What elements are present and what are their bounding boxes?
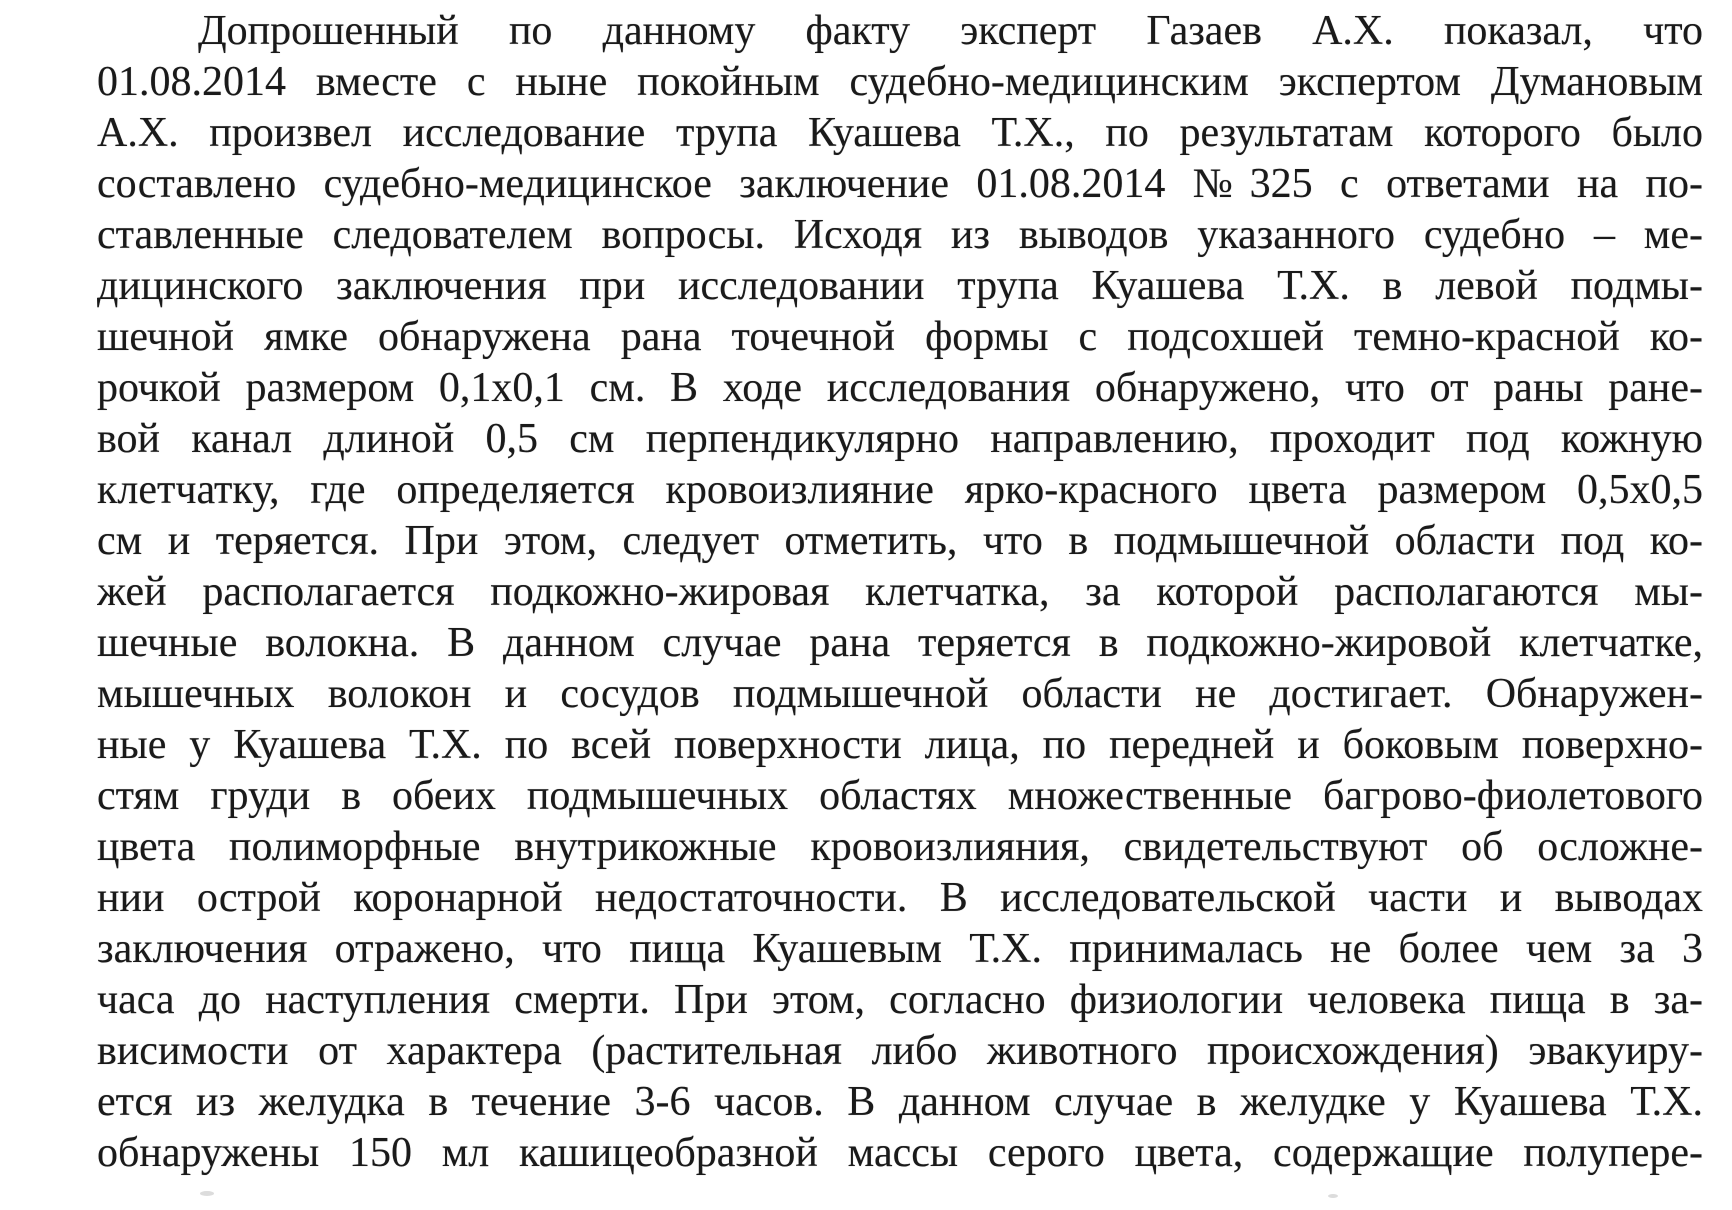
text-line: стям груди в обеих подмышечных областях множественные багрово-фиолетового <box>97 773 1703 819</box>
text-line: часа до наступления смерти. При этом, согласно физиологии человека пища в за- <box>97 977 1703 1023</box>
text-line: рочкой размером 0,1х0,1 см. В ходе исследования обнаружено, что от раны ране- <box>97 365 1703 411</box>
scan-speck <box>200 1191 214 1196</box>
text-line: ется из желудка в течение 3-6 часов. В данном случае в желудке у Куашева Т.Х. <box>97 1079 1703 1125</box>
text-line: 01.08.2014 вместе с ныне покойным судебно-медицинским экспертом Думановым <box>97 59 1703 105</box>
text-line: висимости от характера (растительная либо животного происхождения) эвакуиру- <box>97 1028 1703 1074</box>
text-line: дицинского заключения при исследовании трупа Куашева Т.Х. в левой подмы- <box>97 263 1703 309</box>
text-line: обнаружены 150 мл кашицеобразной массы серого цвета, содержащие полупере- <box>97 1130 1703 1176</box>
text-line: мышечных волокон и сосудов подмышечной области не достигает. Обнаружен- <box>97 671 1703 717</box>
text-line: составлено судебно-медицинское заключение 01.08.2014 №325 с ответами на по- <box>97 161 1703 207</box>
text-line: см и теряется. При этом, следует отметить, что в подмышечной области под ко- <box>97 518 1703 564</box>
text-line: заключения отражено, что пища Куашевым Т.Х. принималась не более чем за 3 <box>97 926 1703 972</box>
paragraph-block <box>97 6 1703 1179</box>
text-line: Допрошенный по данному факту эксперт Газаев А.Х. показал, что <box>198 8 1703 54</box>
text-line: шечные волокна. В данном случае рана теряется в подкожно-жировой клетчатке, <box>97 620 1703 666</box>
text-line: нии острой коронарной недостаточности. В исследовательской части и выводах <box>97 875 1703 921</box>
text-line: цвета полиморфные внутрикожные кровоизлияния, свидетельствуют об осложне- <box>97 824 1703 870</box>
text-line: А.Х. произвел исследование трупа Куашева Т.Х., по результатам которого было <box>97 110 1703 156</box>
text-line: жей располагается подкожно-жировая клетчатка, за которой располагаются мы- <box>97 569 1703 615</box>
text-line: шечной ямке обнаружена рана точечной формы с подсохшей темно-красной ко- <box>97 314 1703 360</box>
scan-speck <box>1328 1194 1338 1198</box>
text-line: ные у Куашева Т.Х. по всей поверхности лица, по передней и боковым поверхно- <box>97 722 1703 768</box>
text-line: вой канал длиной 0,5 см перпендикулярно направлению, проходит под кожную <box>97 416 1703 462</box>
text-line: клетчатку, где определяется кровоизлияние ярко-красного цвета размером 0,5х0,5 <box>97 467 1703 513</box>
text-line: ставленные следователем вопросы. Исходя из выводов указанного судебно – ме- <box>97 212 1703 258</box>
